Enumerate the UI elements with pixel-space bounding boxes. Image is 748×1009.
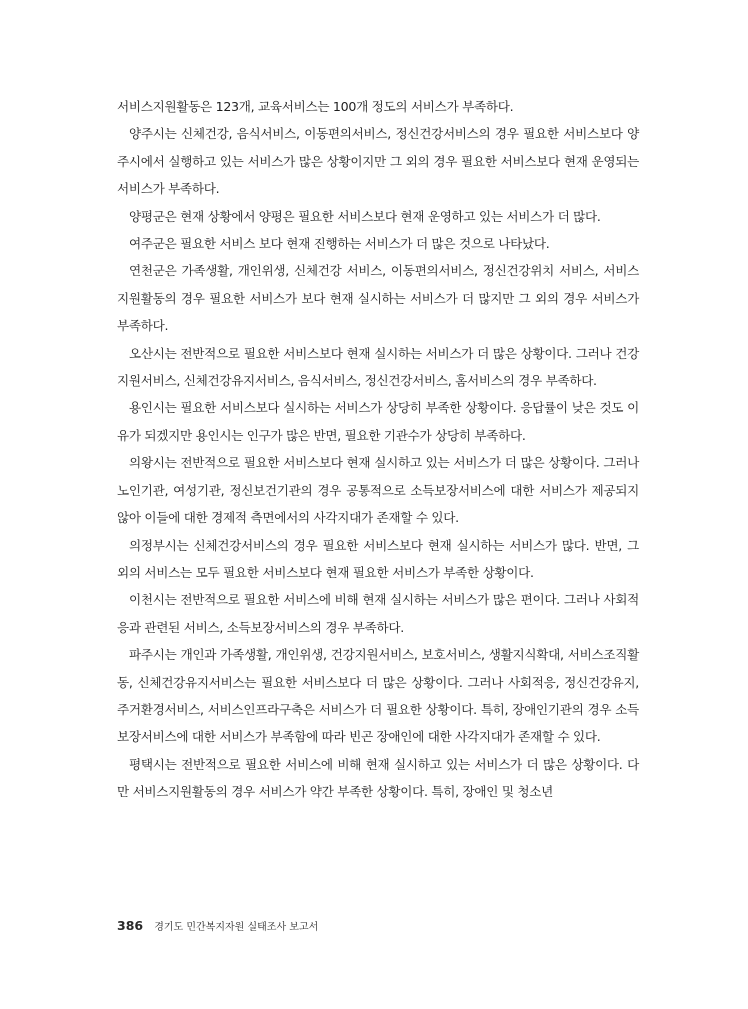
paragraph: 의정부시는 신체건강서비스의 경우 필요한 서비스보다 현재 실시하는 서비스가 많다. 반면, 그 외의 서비스는 모두 필요한 서비스보다 현재 필요한 서비스가 부족한 상황이다. <box>117 537 639 580</box>
body-text <box>117 93 639 806</box>
paragraph: 연천군은 가족생활, 개인위생, 신체건강 서비스, 이동편의서비스, 정신건강위치 서비스, 서비스지원활동의 경우 필요한 서비스가 보다 현재 실시하는 서비스가 더 많지만 그 외의 경우 서비스가 부족하다. <box>117 263 639 334</box>
paragraph: 양주시는 신체건강, 음식서비스, 이동편의서비스, 정신건강서비스의 경우 필요한 서비스보다 양주시에서 실행하고 있는 서비스가 많은 상황이지만 그 외의 경우 필요한 서비스보다 현재 운영되는 서비스가 부족하다. <box>117 126 639 197</box>
paragraph: 이천시는 전반적으로 필요한 서비스에 비해 현재 실시하는 서비스가 많은 편이다. 그러나 사회적응과 관련된 서비스, 소득보장서비스의 경우 부족하다. <box>117 592 639 635</box>
page-number: 386 <box>117 918 144 933</box>
paragraph: 양평군은 현재 상황에서 양평은 필요한 서비스보다 현재 운영하고 있는 서비스가 더 많다. <box>129 208 601 224</box>
paragraph: 평택시는 전반적으로 필요한 서비스에 비해 현재 실시하고 있는 서비스가 더 많은 상황이다. 다만 서비스지원활동의 경우 서비스가 약간 부족한 상황이다. 특히, 장애인 및 청소년 <box>117 756 639 800</box>
page-footer <box>117 915 318 934</box>
paragraph: 여주군은 필요한 서비스 보다 현재 진행하는 서비스가 더 많은 것으로 나타났다. <box>129 236 550 252</box>
paragraph: 오산시는 전반적으로 필요한 서비스보다 현재 실시하는 서비스가 더 많은 상황이다. 그러나 건강지원서비스, 신체건강유지서비스, 음식서비스, 정신건강서비스, 홈서비스의 경우 부족하다. <box>117 345 639 389</box>
paragraph: 용인시는 필요한 서비스보다 실시하는 서비스가 상당히 부족한 상황이다. 응답률이 낮은 것도 이유가 되겠지만 용인시는 인구가 많은 반면, 필요한 기관수가 상당히 부족하다. <box>117 400 639 443</box>
paragraph: 서비스지원활동은 123개, 교육서비스는 100개 정도의 서비스가 부족하다. <box>117 99 514 114</box>
paragraph: 파주시는 개인과 가족생활, 개인위생, 건강지원서비스, 보호서비스, 생활지식확대, 서비스조직활동, 신체건강유지서비스는 필요한 서비스보다 더 많은 상황이다. 그러나 사회적응, 정신건강유지, 주거환경서비스, 서비스인프라구축은 서비스가 더 필요한 상황이다. 특히, 장애인기관의 경우 소득보장서비스에 대한 서비스가 부족함에 따라 빈곤 장애인에 대한 사각지대가 존재할 수 있다. <box>117 647 639 745</box>
paragraph: 의왕시는 전반적으로 필요한 서비스보다 현재 실시하고 있는 서비스가 더 많은 상황이다. 그러나 노인기관, 여성기관, 정신보건기관의 경우 공통적으로 소득보장서비스에 대한 서비스가 제공되지 않아 이들에 대한 경제적 측면에서의 사각지대가 존재할 수 있다. <box>117 455 639 526</box>
report-title: 경기도 민간복지자원 실태조사 보고서 <box>154 922 319 933</box>
